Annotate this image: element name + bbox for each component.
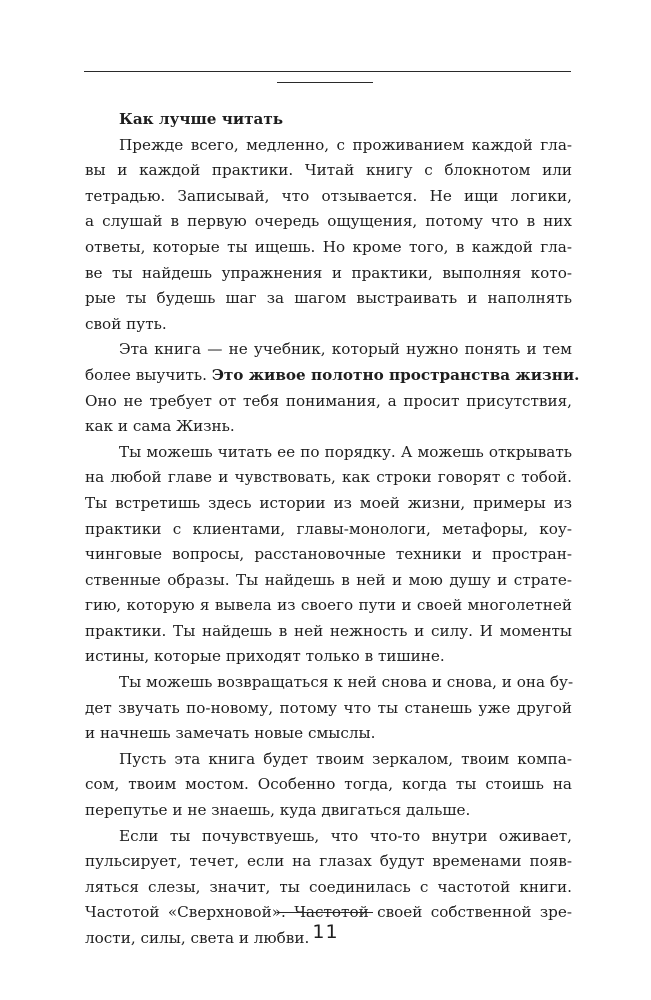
text-line: Ты можешь возвращаться к ней снова и снова, и она бу- (119, 673, 574, 692)
text-line: как и сама Жизнь. (85, 417, 235, 436)
top-rule (84, 71, 571, 72)
text-line: а слушай в первую очередь ощущения, потому что в них (85, 212, 572, 231)
text-line: пульсирует, течет, если на глазах будут временами появ- (85, 852, 572, 871)
text-line: ве ты найдешь упражнения и практики, выполняя кото- (85, 263, 572, 282)
text-line: ственные образы. Ты найдешь в ней и мою душу и страте- (85, 570, 572, 589)
text-line: Ты можешь читать ее по порядку. А можешь открывать (119, 442, 572, 461)
text-line: Пусть эта книга будет твоим зеркалом, твоим компа- (119, 749, 572, 768)
text-line: сом, твоим мостом. Особенно тогда, когда ты стоишь на (85, 775, 572, 794)
text-line: практики с клиентами, главы-монологи, метафоры, коу- (85, 519, 572, 538)
text-span: более выучить. (85, 365, 212, 384)
text-line: ответы, которые ты ищешь. Но кроме того, в каждой гла- (85, 237, 572, 256)
text-line: тетрадью. Записывай, что отзывается. Не ищи логики, (85, 186, 572, 205)
text-line: Оно не требует от тебя понимания, а просит присутствия, (85, 391, 572, 410)
page-body (85, 107, 580, 952)
text-line: на любой главе и чувствовать, как строки говорят с тобой. (85, 468, 572, 487)
footer-ornament-rule (277, 912, 373, 913)
text-line (85, 363, 580, 389)
text-line: Прежде всего, медленно, с проживанием каждой гла- (119, 135, 572, 154)
text-line: чинговые вопросы, расстановочные техники и простран- (85, 545, 572, 564)
text-line: лости, силы, света и любви. (85, 929, 310, 947)
text-line: Эта книга — не учебник, который нужно понять и тем (119, 340, 572, 359)
text-line: и начнешь замечать новые смыслы. (85, 724, 376, 743)
text-line: Если ты почувствуешь, что что-то внутри оживает, (119, 826, 572, 845)
section-heading: Как лучше читать (119, 110, 284, 128)
text-line: практики. Ты найдешь в ней нежность и силу. И моменты (85, 621, 572, 640)
text-line: Ты встретишь здесь истории из моей жизни, примеры из (85, 493, 572, 512)
text-line: свой путь. (85, 314, 167, 333)
text-line: рые ты будешь шаг за шагом выстраивать и наполнять (85, 289, 572, 308)
text-line: ляться слезы, значит, ты соединилась с частотой книги. (85, 877, 572, 896)
text-line: перепутье и не знаешь, куда двигаться дальше. (85, 801, 471, 820)
page-number: 11 (312, 921, 339, 943)
text-line: истины, которые приходят только в тишине. (85, 647, 445, 666)
text-line: Частотой «Сверхновой». Частотой своей собственной зре- (85, 903, 572, 922)
header-ornament-rule (277, 82, 373, 83)
text-line: вы и каждой практики. Читай книгу с блокнотом или (85, 161, 572, 180)
bold-emphasis: Это живое полотно пространства жизни. (211, 365, 580, 384)
text-line: дет звучать по-новому, потому что ты станешь уже другой (85, 698, 572, 717)
text-line: гию, которую я вывела из своего пути и своей многолетней (85, 596, 572, 615)
